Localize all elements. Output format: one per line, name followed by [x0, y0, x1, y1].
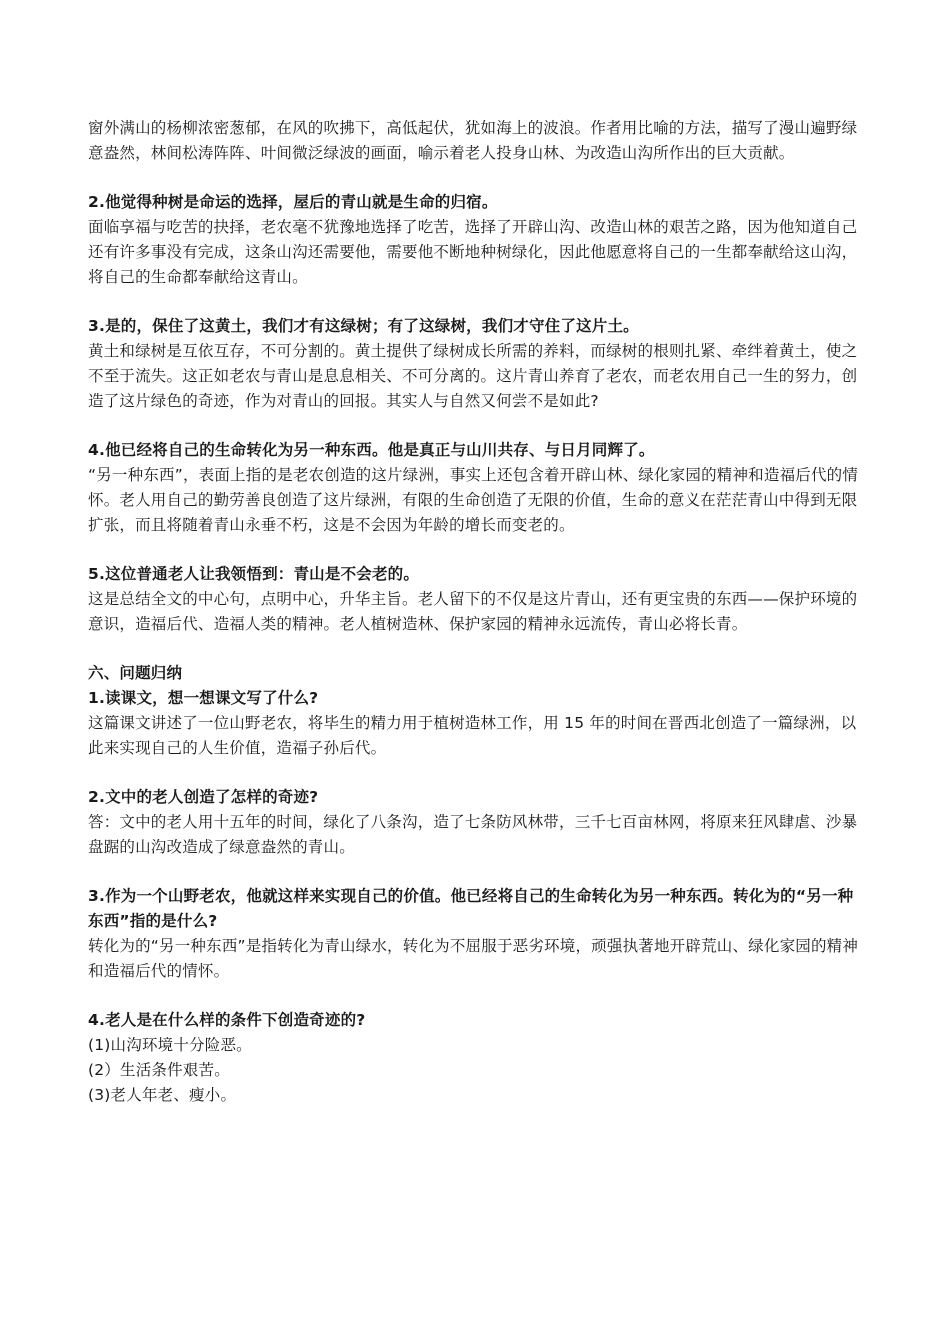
answer-paragraph: 面临享福与吃苦的抉择，老农毫不犹豫地选择了吃苦，选择了开辟山沟、改造山林的艰苦之路，因为他知道自己还有许多事没有完成，这条山沟还需要他，需要他不断地种树绿化，因此他愿意将自己的一生都奉献给这山沟，将自己的生命都奉献给这青山。: [88, 218, 858, 286]
answer-paragraph: 答：文中的老人用十五年的时间，绿化了八条沟，造了七条防风林带，三千七百亩林网，将原来狂风肆虐、沙暴盘踞的山沟改造成了绿意盎然的青山。: [88, 813, 858, 856]
document-body: [88, 116, 866, 1108]
answer-paragraph: 窗外满山的杨柳浓密葱郁，在风的吹拂下，高低起伏，犹如海上的波浪。作者用比喻的方法，描写了漫山遍野绿意盎然，林间松涛阵阵、叶间微泛绿波的画面，喻示着老人投身山林、为改造山沟所作出的巨大贡献。: [88, 119, 858, 162]
question-heading: 3.作为一个山野老农，他就这样来实现自己的价值。他已经将自己的生命转化为另一种东西。转化为的“另一种东西”指的是什么?: [88, 887, 854, 930]
answer-paragraph: 这是总结全文的中心句，点明中心，升华主旨。老人留下的不仅是这片青山，还有更宝贵的东西——保护环境的意识，造福后代、造福人类的精神。老人植树造林、保护家园的精神永远流传，青山必将长青。: [88, 590, 858, 633]
answer-paragraph: (2）生活条件艰苦。: [88, 1061, 230, 1079]
answer-paragraph: (3)老人年老、瘦小。: [88, 1086, 237, 1104]
question-heading: 5.这位普通老人让我领悟到：青山是不会老的。: [88, 565, 420, 583]
paragraph-gap: [88, 637, 866, 661]
paragraph-gap: [88, 414, 866, 438]
paragraph-gap: [88, 166, 866, 190]
question-heading: 4.他已经将自己的生命转化为另一种东西。他是真正与山川共存、与日月同辉了。: [88, 441, 655, 459]
question-heading: 1.读课文，想一想课文写了什么?: [88, 689, 319, 707]
answer-paragraph: 这篇课文讲述了一位山野老农，将毕生的精力用于植树造林工作，用 15 年的时间在晋西北创造了一篇绿洲，以此来实现自己的人生价值，造福子孙后代。: [88, 714, 857, 757]
answer-paragraph: 转化为的“另一种东西”是指转化为青山绿水，转化为不屈服于恶劣环境，顽强执著地开辟荒山、绿化家园的精神和造福后代的情怀。: [88, 937, 859, 980]
paragraph-gap: [88, 984, 866, 1008]
paragraph-gap: [88, 538, 866, 562]
answer-paragraph: “另一种东西”，表面上指的是老农创造的这片绿洲，事实上还包含着开辟山林、绿化家园的精神和造福后代的情怀。老人用自己的勤劳善良创造了这片绿洲，有限的生命创造了无限的价值，生命的意义在茫茫青山中得到无限扩张，而且将随着青山永垂不朽，这是不会因为年龄的增长而变老的。: [88, 466, 859, 534]
question-heading: 3.是的，保住了这黄土，我们才有这绿树；有了这绿树，我们才守住了这片土。: [88, 317, 639, 335]
answer-paragraph: 黄土和绿树是互依互存，不可分割的。黄土提供了绿树成长所需的养料，而绿树的根则扎紧、牵绊着黄土，使之不至于流失。这正如老农与青山是息息相关、不可分离的。这片青山养育了老农，而老农用自己一生的努力，创造了这片绿色的奇迹，作为对青山的回报。其实人与自然又何尝不是如此?: [88, 342, 858, 410]
question-heading: 六、问题归纳: [88, 664, 183, 682]
answer-paragraph: (1)山沟环境十分险恶。: [88, 1036, 252, 1054]
paragraph-gap: [88, 290, 866, 314]
paragraph-gap: [88, 860, 866, 884]
paragraph-gap: [88, 761, 866, 785]
document-content: [88, 116, 866, 1108]
question-heading: 4.老人是在什么样的条件下创造奇迹的?: [88, 1011, 366, 1029]
question-heading: 2.文中的老人创造了怎样的奇迹?: [88, 788, 319, 806]
question-heading: 2.他觉得种树是命运的选择，屋后的青山就是生命的归宿。: [88, 193, 498, 211]
